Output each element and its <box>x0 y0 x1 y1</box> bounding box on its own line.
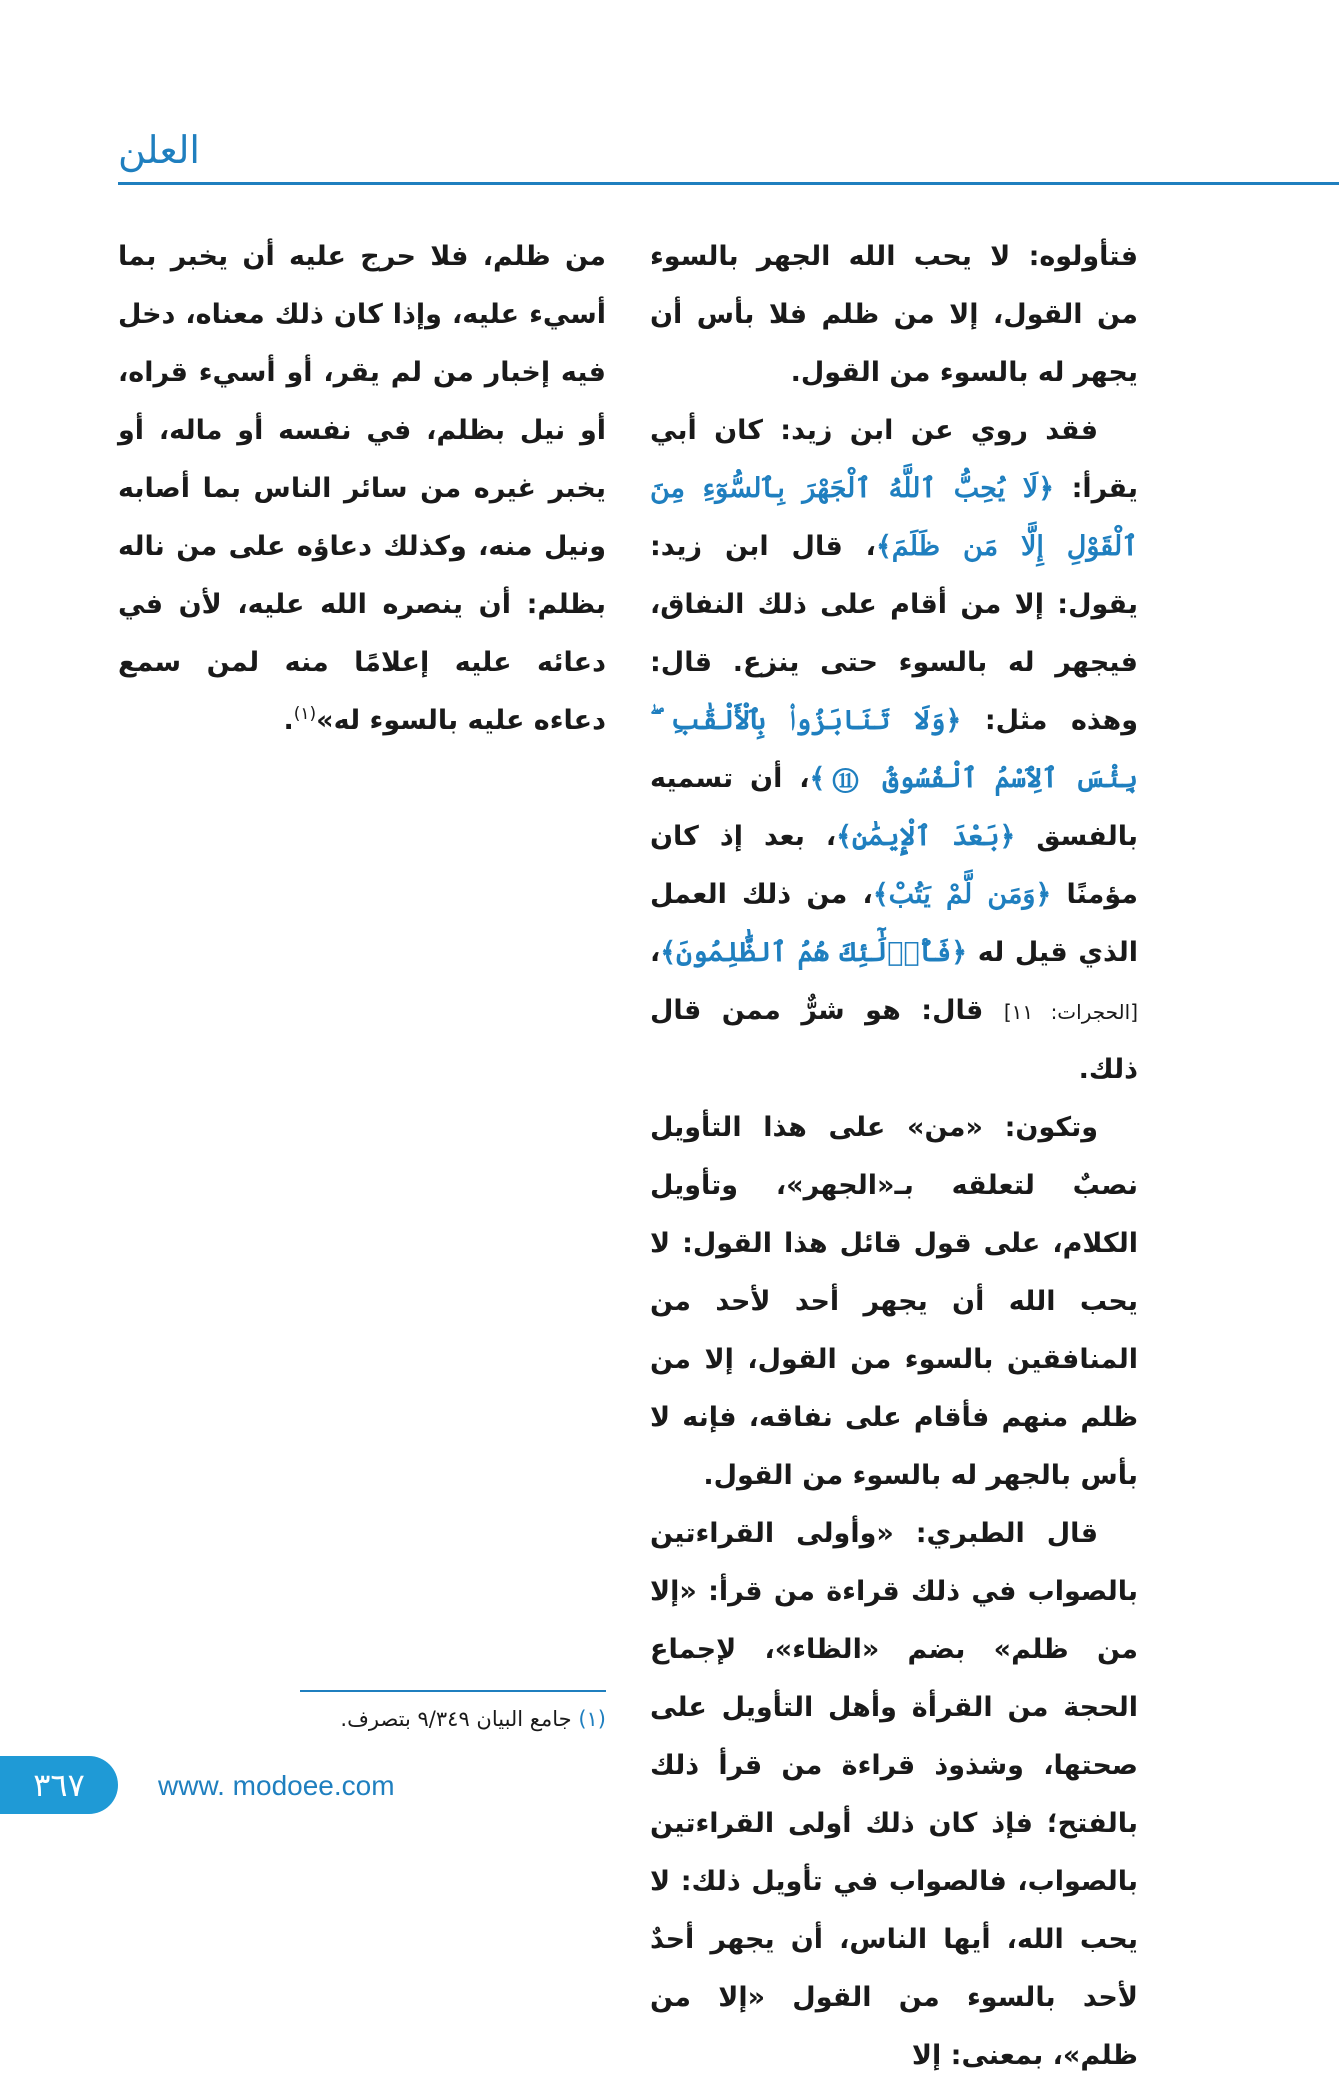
footnote-text: جامع البيان ٩/٣٤٩ بتصرف. <box>340 1707 572 1731</box>
footnote-number: (١) <box>578 1707 606 1731</box>
paragraph-2-text-a: فقد روي عن ابن زيد: كان أبي يقرأ: <box>650 415 1139 504</box>
paragraph-1: فتأولوه: لا يحب الله الجهر بالسوء من القول، إلا من ظلم فلا بأس أن يجهر له بالسوء من القول. <box>650 241 1138 388</box>
text-column-left <box>118 228 606 750</box>
footnote-divider <box>300 1690 606 1692</box>
paragraph-2-text-d: ، بعد إذ كان مؤمنًا <box>650 821 1138 910</box>
quran-quote-5: ﴿فَأُو۟لَٰٓئِكَ هُمُ ٱلظَّٰلِمُونَ﴾ <box>660 937 968 968</box>
quran-quote-2: ﴿وَلَا تَنَابَزُوا۟ بِٱلْأَلْقَٰبِ ۖ بِئْسَ ٱلِٱسْمُ ٱلْفُسُوقُ ⑪﴾ <box>650 705 1138 794</box>
header-divider <box>118 182 1339 185</box>
paragraph-5-text: من ظلم، فلا حرج عليه أن يخبر بما أسيء عليه، وإذا كان ذلك معناه، دخل فيه إخبار من لم يقر، أو أسيء قراه، أو نيل بظلم، في نفسه أو ماله، أو يخبر غيره من سائر الناس بما أصابه ونيل منه، وكذلك دعاؤه على من ناله بظلم: أن ينصره الله عليه، لأن في دعائه عليه إعلامًا منه لمن سمع دعاءه عليه بالسوء له» <box>118 241 606 736</box>
paragraph-5-end: . <box>283 705 294 736</box>
paragraph-2 <box>650 402 1138 1099</box>
page-number: ٣٦٧ <box>33 1766 85 1804</box>
quran-quote-4: ﴿وَمَن لَّمْ يَتُبْ﴾ <box>872 879 1052 910</box>
website-link[interactable]: www. modoee.com <box>158 1770 395 1801</box>
page-header-title: العلن <box>118 128 200 172</box>
footnote <box>118 1704 606 1734</box>
footnote-marker: (١) <box>293 704 317 724</box>
paragraph-2-text-g: قال: هو شرٌّ ممن قال ذلك. <box>650 995 1138 1085</box>
paragraph-4: قال الطبري: «وأولى القراءتين بالصواب في ذلك قراءة من قرأ: «إلا من ظلم» بضم «الظاء»، لإجماع الحجة من القرأة وأهل التأويل على صحتها، وشذوذ قراءة من قرأ ذلك بالفتح؛ فإذ كان ذلك أولى القراءتين بالصواب، فالصواب في تأويل ذلك: لا يحب الله، أيها الناس، أن يجهر أحدٌ لأحد بالسوء من القول «إلا من ظلم»، بمعنى: إلا <box>650 1518 1138 2071</box>
paragraph-2-text-c: ، أن تسميه بالفسق <box>650 763 1138 852</box>
surah-reference: [الحجرات: ١١] <box>1003 1000 1138 1024</box>
paragraph-3: وتكون: «من» على هذا التأويل نصبٌ لتعلقه بـ«الجهر»، وتأويل الكلام، على قول قائل هذا القول: لا يحب الله أن يجهر أحد لأحد من المنافقين بالسوء من القول، إلا من ظلم منهم فأقام على نفاقه، فإنه لا بأس بالجهر له بالسوء من القول. <box>650 1112 1138 1491</box>
paragraph-2-text-f: ، <box>650 937 661 968</box>
paragraph-5 <box>118 228 606 750</box>
paragraph-2-text-e: ، من ذلك العمل الذي قيل له <box>650 879 1138 968</box>
text-column-right <box>650 228 1138 2085</box>
quran-quote-3: ﴿بَعْدَ ٱلْإِيمَٰنِ﴾ <box>836 821 1016 852</box>
page-number-tab <box>0 1756 118 1814</box>
paragraph-2-text-b: ، قال ابن زيد: يقول: إلا من أقام على ذلك النفاق، فيجهر له بالسوء حتى ينزع. قال: وهذه مثل: <box>650 531 1138 736</box>
quran-quote-1: ﴿لَا يُحِبُّ ٱللَّهُ ٱلْجَهْرَ بِٱلسُّوٓءِ مِنَ ٱلْقَوْلِ إِلَّا مَن ظَلَمَ﴾ <box>650 473 1139 562</box>
